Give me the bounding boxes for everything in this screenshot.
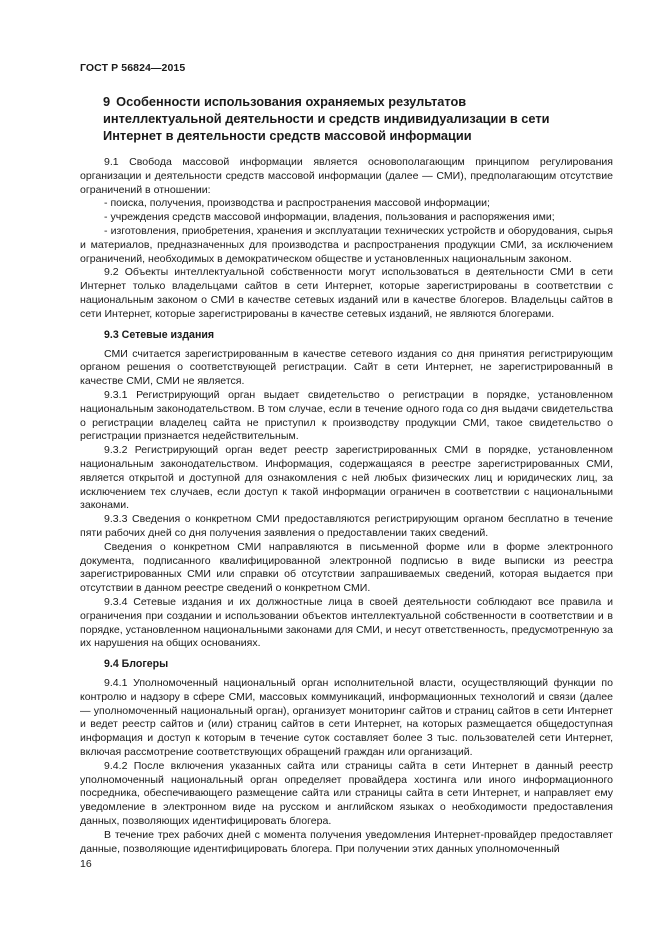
list-item: - изготовления, приобретения, хранения и эксплуатации технических устройств и оборудования, сырья и материалов, предназначенных для производства и распространения продукции СМИ, за исключением ограничений, необходимых в демократическом обществе и установленных национальным законом.	[80, 224, 613, 265]
section-title	[103, 93, 573, 144]
paragraph-9-4-2b: В течение трех рабочих дней с момента получения уведомления Интернет-провайдер предоставляет данные, позволяющие идентифицировать блогера. При получении этих данных уполномоченный	[80, 828, 613, 855]
paragraph-9-4-2: 9.4.2 После включения указанных сайта или страницы сайта в сети Интернет в данный реестр уполномоченный национальный орган определяет провайдера хостинга или иного информационного посредника, обеспечивающего размещение сайта или страницы сайта в сети Интернет, и направляет ему уведомление в электронном виде на русском и английском языках о необходимости предоставления данных, позволяющих идентифицировать блогера.	[80, 759, 613, 828]
document-header: ГОСТ Р 56824—2015	[80, 62, 186, 74]
document-body	[80, 156, 613, 856]
list-item: - учреждения средств массовой информации, владения, пользования и распоряжения ими;	[104, 211, 555, 224]
paragraph-9-3-3: 9.3.3 Сведения о конкретном СМИ предоставляются регистрирующим органом бесплатно в течение пяти рабочих дней со дня получения заявления о предоставлении таких сведений.	[80, 513, 613, 539]
paragraph-9-2: 9.2 Объекты интеллектуальной собственности могут использоваться в деятельности СМИ в сети Интернет только владельцами сайтов в сети Интернет, которые зарегистрированы в соответствии с национальным законом о СМИ в качестве сетевых изданий или в качестве блогеров. Владельцы сайтов в сети Интернет, которые зарегистрированы в качестве сетевых изданий, не являются блогерами.	[80, 266, 613, 320]
paragraph-9-3-3b: Сведения о конкретном СМИ направляются в письменной форме или в форме электронного документа, подписанного квалифицированной электронной подписью в виде выписки из реестра зарегистрированных СМИ или справки об отсутствии запрашиваемых сведений, которая выдается при отсутствии в данном реестре сведений о конкретном СМИ.	[80, 540, 613, 595]
subsection-heading-9-3: 9.3 Сетевые издания	[104, 328, 215, 341]
list-item: - поиска, получения, производства и распространения массовой информации;	[104, 197, 490, 210]
section-number: 9	[103, 94, 111, 109]
paragraph-9-3-intro: СМИ считается зарегистрированным в качестве сетевого издания со дня принятия регистрирующим органом решения о соответствующей регистрации. Сайт в сети Интернет, не зарегистрированный в качестве СМИ, СМИ не является.	[80, 347, 613, 388]
subsection-heading-9-4: 9.4 Блогеры	[104, 658, 169, 671]
section-title-text: Особенности использования охраняемых результатов интеллектуальной деятельности и средств индивидуализации в сети Интернет в деятельности средств массовой информации	[103, 94, 550, 143]
page-number: 16	[80, 858, 92, 870]
paragraph-9-3-1: 9.3.1 Регистрирующий орган выдает свидетельство о регистрации в порядке, установленном национальным законодательством. В том случае, если в течение одного года со дня выдачи свидетельства о регистрации владелец сайта не приступил к производству продукции СМИ, такое свидетельство о регистрации признается недействительным.	[80, 388, 613, 443]
paragraph-9-4-1: 9.4.1 Уполномоченный национальный орган исполнительной власти, осуществляющий функции по контролю и надзору в сфере СМИ, массовых коммуникаций, информационных технологий и связи (далее — уполномоченный национальный орган), организует мониторинг сайтов и страниц сайтов в сети Интернет и ведет реестр сайтов и (или) страниц сайтов в сети Интернет, на которых размещается общедоступная информация и доступ к которым в течение суток составляет более 3 тыс. пользователей сети Интернет, включая рассмотрение соответствующих обращений граждан или организаций.	[80, 677, 613, 759]
paragraph-9-3-4: 9.3.4 Сетевые издания и их должностные лица в своей деятельности соблюдают все правила и ограничения при создании и использовании объектов интеллектуальной собственности в соответствии и в порядке, установленном национальными законами для СМИ, и несут ответственность, предусмотренную за их нарушения на общих основаниях.	[80, 595, 613, 650]
paragraph-9-1: 9.1 Свобода массовой информации является основополагающим принципом регулирования организации и деятельности средств массовой информации (далее — СМИ), предполагающим отсутствие ограничений в отношении:	[80, 156, 613, 196]
paragraph-9-3-2: 9.3.2 Регистрирующий орган ведет реестр зарегистрированных СМИ в порядке, установленном национальным законодательством. Информация, содержащаяся в реестре зарегистрированных СМИ, является открытой и доступной для ознакомления с ней любых физических лиц и юридических лиц, за исключением тех случаев, если доступ к такой информации ограничен в соответствии с национальными законами.	[80, 444, 613, 512]
